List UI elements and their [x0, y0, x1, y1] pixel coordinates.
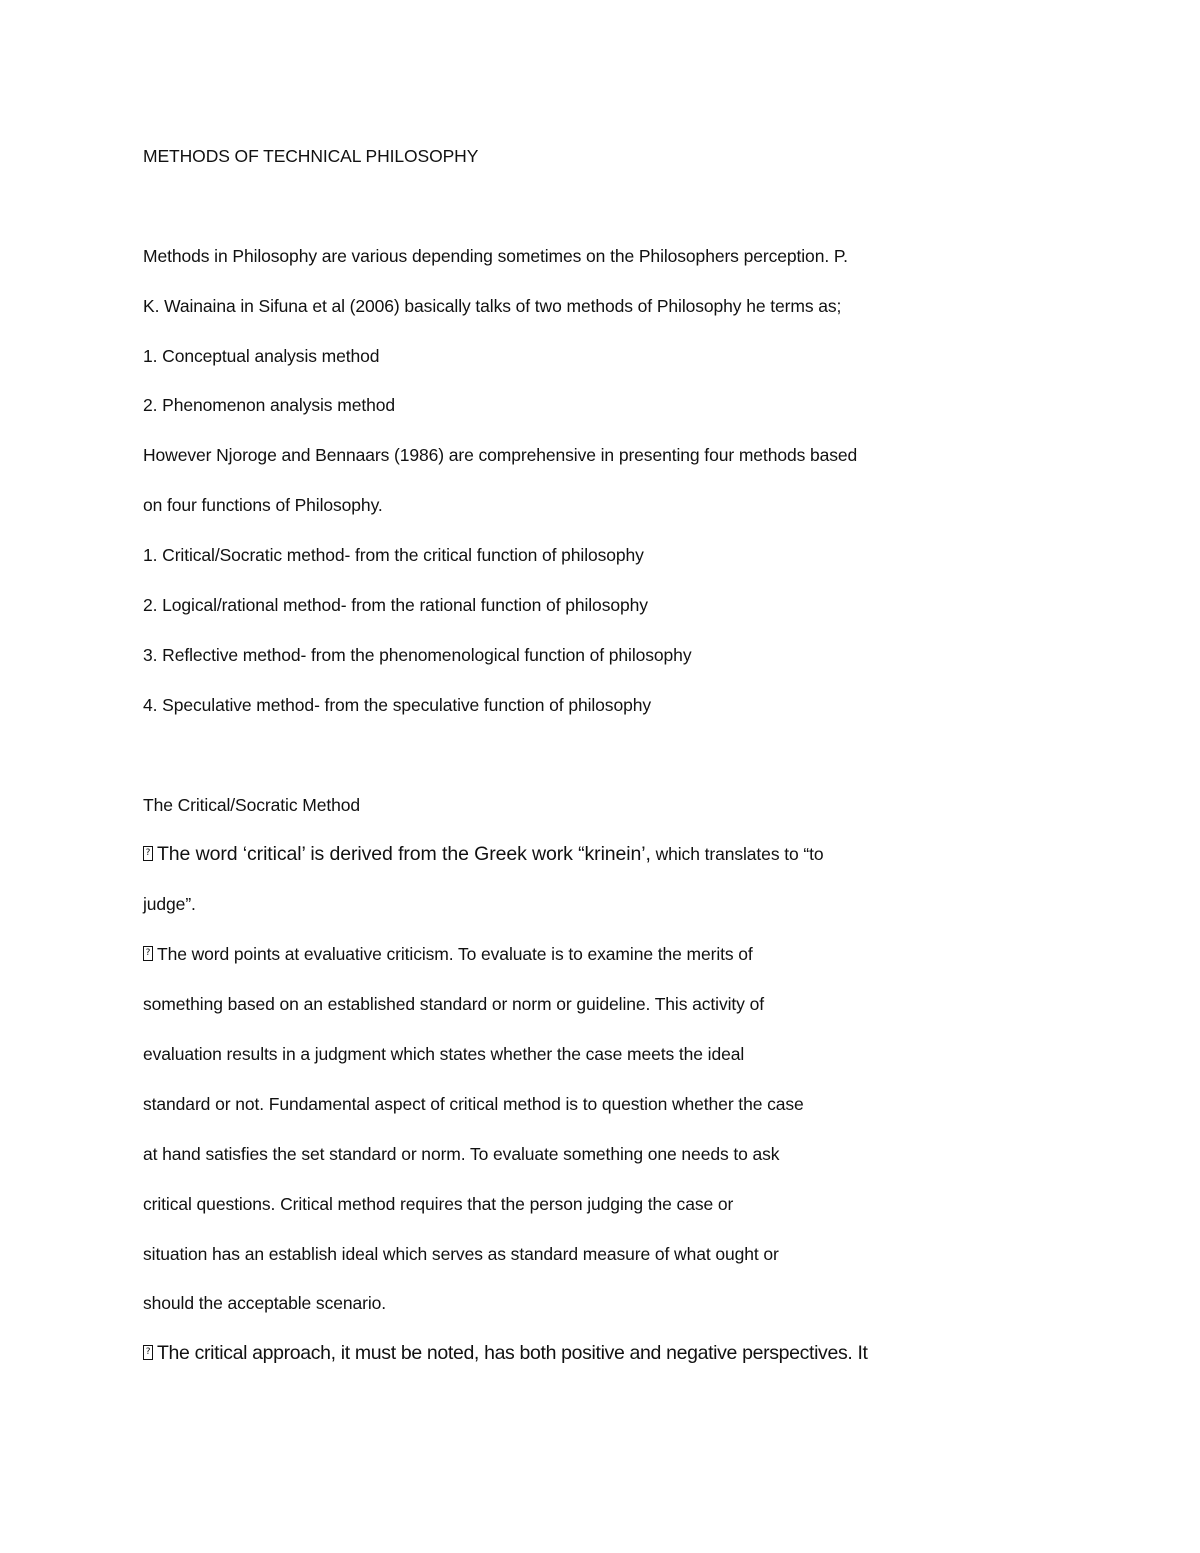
paragraph-line: judge”. [143, 894, 196, 915]
paragraph-line: critical questions. Critical method requires that the person judging the case or [143, 1193, 734, 1214]
paragraph-line: situation has an establish ideal which serves as standard measure of what ought or [143, 1243, 779, 1264]
list-item: 2. Phenomenon analysis method [143, 395, 395, 416]
bullet-paragraph-line [143, 936, 973, 986]
bullet-text: The word points at evaluative criticism. To evaluate is to examine the merits of [157, 944, 753, 965]
list-item: 1. Conceptual analysis method [143, 345, 380, 366]
list-item: 1. Critical/Socratic method- from the critical function of philosophy [143, 545, 644, 566]
section-heading: The Critical/Socratic Method [143, 794, 361, 815]
list-item: 3. Reflective method- from the phenomenological function of philosophy [143, 644, 692, 665]
list-item: 4. Speculative method- from the speculative function of philosophy [143, 694, 652, 715]
paragraph-line: K. Wainaina in Sifuna et al (2006) basically talks of two methods of Philosophy he terms as; [143, 295, 842, 316]
missing-glyph-bullet-icon [143, 846, 153, 861]
paragraph-line: on four functions of Philosophy. [143, 495, 383, 516]
bullet-text: The critical approach, it must be noted, has both positive and negative perspectives. It [157, 1342, 868, 1365]
bullet-paragraph-line [143, 1335, 973, 1385]
spacer [143, 188, 973, 238]
missing-glyph-bullet-icon [143, 946, 153, 961]
document-body [143, 138, 973, 1385]
paragraph-line: However Njoroge and Bennaars (1986) are comprehensive in presenting four methods based [143, 445, 858, 466]
paragraph-line: should the acceptable scenario. [143, 1293, 387, 1314]
paragraph-line: evaluation results in a judgment which states whether the case meets the ideal [143, 1044, 745, 1065]
document-title: METHODS OF TECHNICAL PHILOSOPHY [143, 146, 479, 166]
paragraph-line: Methods in Philosophy are various depending sometimes on the Philosophers perception. P. [143, 245, 848, 266]
bullet-text-large: The word ‘critical’ is derived from the Greek work “krinein’, [157, 843, 651, 866]
bullet-text: which translates to “to [650, 844, 824, 865]
paragraph-line: at hand satisfies the set standard or norm. To evaluate something one needs to ask [143, 1143, 780, 1164]
paragraph-line: something based on an established standard or norm or guideline. This activity of [143, 994, 764, 1015]
list-item: 2. Logical/rational method- from the rational function of philosophy [143, 595, 648, 616]
spacer [143, 737, 973, 787]
paragraph-line: standard or not. Fundamental aspect of critical method is to question whether the case [143, 1093, 804, 1114]
bullet-paragraph-line [143, 836, 973, 886]
missing-glyph-bullet-icon [143, 1345, 153, 1360]
